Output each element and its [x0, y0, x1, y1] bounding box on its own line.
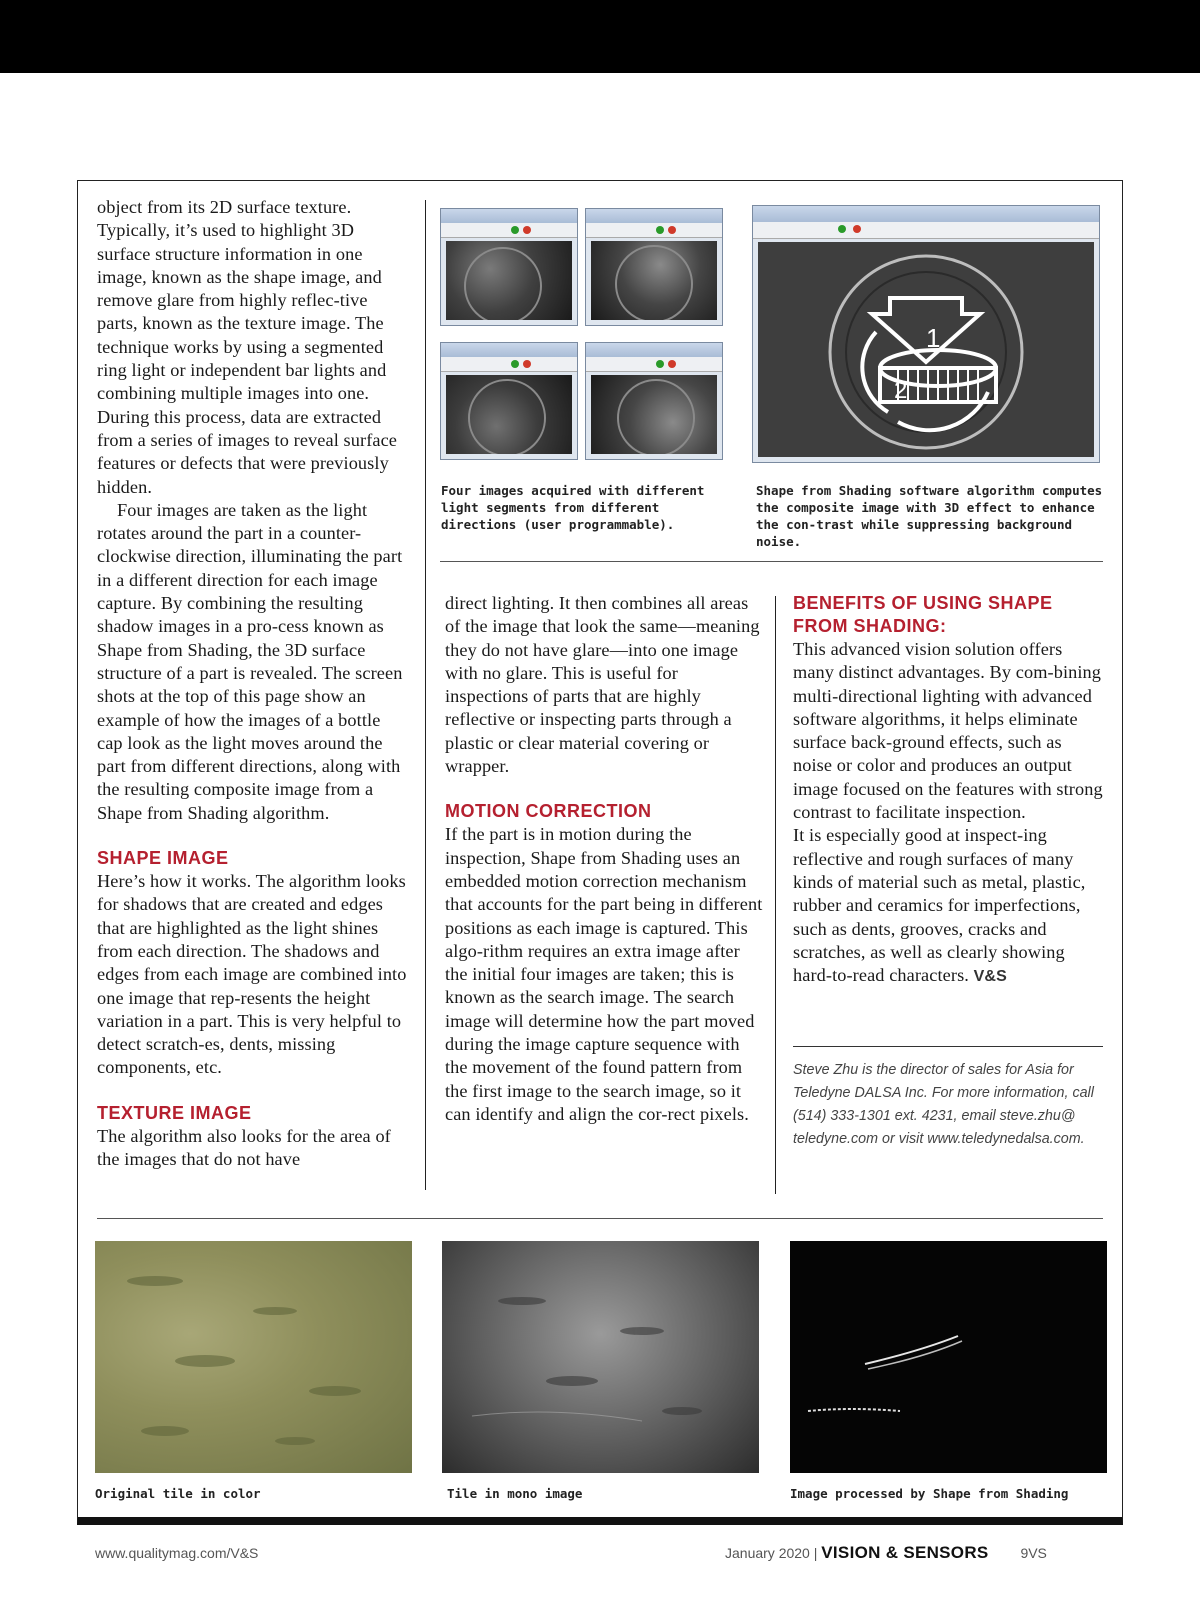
- caption-tile-mono: Tile in mono image: [447, 1486, 583, 1501]
- heading-benefits-line1: BENEFITS OF USING SHAPE: [793, 593, 1053, 613]
- end-mark: V&S: [973, 968, 1007, 986]
- col3-para1: This advanced vision solution offers many distinct advantages. By com-bining multi-directional lighting with advanced software algorithms, it helps eliminate surface back-ground effects, such as noise or color and produces an output image focused on the features with strong contrast to facilitate inspection.: [793, 639, 1103, 823]
- col1-para4: The algorithm also looks for the area of the images that do not have: [97, 1125, 391, 1169]
- footer-separator: |: [813, 1545, 818, 1561]
- tile-color-photo: [95, 1241, 412, 1473]
- caption-composite-image: Shape from Shading software algorithm computes the composite image with 3D effect to enhance the con-trast while suppressing background noise.: [756, 483, 1103, 549]
- column-divider-2: [775, 596, 776, 1194]
- caption-tile-processed: Image processed by Shape from Shading: [790, 1486, 1069, 1501]
- col1-para2: Four images are taken as the light rotates around the part in a counter-clockwise direction, illuminating the part in a different direction for each image capture. By combining the resulting shadow images in a pro-cess known as Shape from Shading, the 3D surface structure of a part is revealed. The screen shots at the top of this page show an example of how the images of a bottle cap look as the light moves around the part from different directions, along with the resulting composite image from a Shape from Shading algorithm.: [97, 499, 403, 823]
- column-divider-1: [425, 200, 426, 1190]
- composite-screenshot-window: [752, 205, 1100, 463]
- col2-para2: If the part is in motion during the inspection, Shape from Shading uses an embedded motion correction mechanism that accounts for the part being in different positions as each image is captured. This algo-rithm requires an extra image after the initial four images are taken; this is known as the search image. The search image will determine how the part moved during the image capture sequence with the movement of the found pattern from the first image to the search image, so it can identify and align the cor-rect pixels.: [445, 824, 763, 1124]
- heading-shape-image: SHAPE IMAGE: [97, 848, 229, 869]
- bio-divider: [793, 1046, 1103, 1047]
- tile-mono-photo: [442, 1241, 759, 1473]
- col2-para1: direct lighting. It then combines all areas of the image that look the same—meaning they do not have glare—into one image with no glare. This is useful for inspections of parts that are highly reflective or inspecting parts through a plastic or clear material covering or wrapper.: [445, 593, 760, 777]
- caption-tile-color: Original tile in color: [95, 1486, 261, 1501]
- footer-page: 9VS: [1020, 1545, 1047, 1561]
- footer-url: www.qualitymag.com/V&S: [95, 1545, 259, 1561]
- screenshot-window-1: [440, 208, 578, 326]
- tile-processed-photo: [790, 1241, 1107, 1473]
- footer-publication: VISION & SENSORS: [821, 1543, 989, 1562]
- column-2: [445, 592, 765, 1126]
- author-bio: Steve Zhu is the director of sales for Asia for Teledyne DALSA Inc. For more information, call (514) 333-1301 ext. 4231, email steve.zhu@ teledyne.com or visit www.teledynedalsa.com.: [793, 1062, 1094, 1147]
- figure-divider: [440, 561, 1103, 562]
- heading-benefits-line2: FROM SHADING:: [793, 616, 947, 636]
- composite-digit-1: 1: [926, 323, 941, 353]
- top-black-bar: [0, 0, 1200, 73]
- col1-para1: object from its 2D surface texture. Typically, it’s used to highlight 3D surface structure information in one image, known as the shape image, and remove glare from highly reflec-tive parts, known as the texture image. The technique works by using a segmented ring light or independent bar lights and combining multiple images into one. During this process, data are extracted from a series of images to reveal surface features or defects that were previously hidden.: [97, 197, 398, 497]
- heading-motion-correction: MOTION CORRECTION: [445, 801, 652, 822]
- photo-divider: [97, 1218, 1103, 1219]
- screenshot-window-4: [585, 342, 723, 460]
- screenshot-window-3: [440, 342, 578, 460]
- footer-date: January 2020: [725, 1545, 810, 1561]
- composite-digit-2: 2: [894, 377, 908, 404]
- footer-right: [725, 1543, 1047, 1563]
- screenshot-window-2: [585, 208, 723, 326]
- composite-image: [758, 242, 1094, 457]
- column-3: [793, 592, 1105, 988]
- column-1: [97, 196, 409, 1171]
- caption-four-images: Four images acquired with different light segments from different directions (user programmable).: [441, 483, 705, 532]
- col1-para3: Here’s how it works. The algorithm looks for shadows that are created and edges that are highlighted as the light shines from each direction. The shadows and edges from each image are combined into one image that rep-resents the height variation in a part. This is very helpful to detect scratch-es, dents, missing components, etc.: [97, 871, 407, 1078]
- heading-texture-image: TEXTURE IMAGE: [97, 1102, 252, 1123]
- col3-para2: It is especially good at inspect-ing reflective and rough surfaces of many kinds of material such as metal, plastic, rubber and ceramics for imperfections, such as dents, grooves, cracks and scratches, as well as clearly showing hard-to-read characters.: [793, 825, 1086, 986]
